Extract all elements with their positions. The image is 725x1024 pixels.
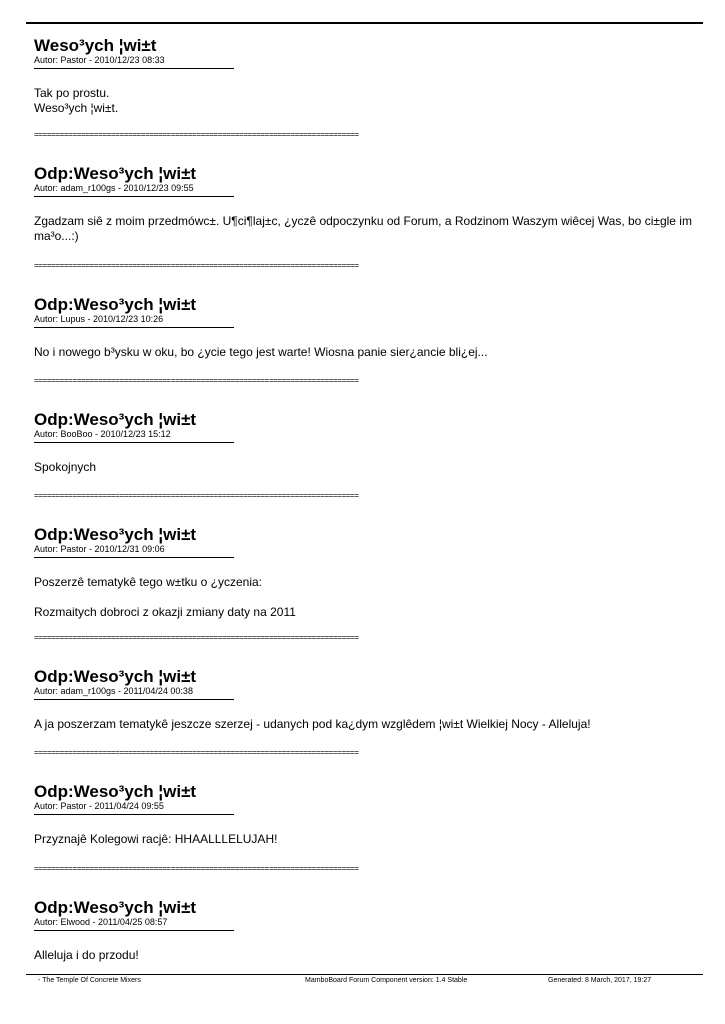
footer-generated-date: Generated: 8 March, 2017, 19:27 xyxy=(548,977,652,984)
post-author-date: Autor: Lupus - 2010/12/23 10:26 xyxy=(34,314,164,324)
post-author-date: Autor: adam_r100gs - 2011/04/24 00:38 xyxy=(34,686,193,696)
title-divider xyxy=(34,196,234,197)
title-divider xyxy=(34,814,234,815)
post-body xyxy=(34,575,694,620)
post-separator: ============================================================================ xyxy=(34,491,359,500)
post-body-line: Przyznajê Kolegowi racjê: HHAALLLELUJAH! xyxy=(34,832,278,846)
post-separator: ============================================================================ xyxy=(34,864,359,873)
post-title: Odp:Weso³ych ¦wi±t xyxy=(34,898,197,917)
post-author-date: Autor: Pastor - 2010/12/23 08:33 xyxy=(34,55,165,65)
forum-post xyxy=(34,296,694,360)
forum-post xyxy=(34,526,694,620)
post-title: Odp:Weso³ych ¦wi±t xyxy=(34,525,197,544)
post-separator: ============================================================================ xyxy=(34,130,359,139)
post-body xyxy=(34,345,694,360)
post-body xyxy=(34,86,694,116)
post-body-line: Alleluja i do przodu! xyxy=(34,948,139,962)
post-body-line: Spokojnych xyxy=(34,460,97,474)
post-title: Odp:Weso³ych ¦wi±t xyxy=(34,667,197,686)
top-rule xyxy=(26,22,703,24)
footer-site-name: - The Temple Of Concrete Mixers xyxy=(38,977,141,984)
post-separator: ============================================================================ xyxy=(34,633,359,642)
post-body xyxy=(34,214,694,244)
post-title: Odp:Weso³ych ¦wi±t xyxy=(34,782,197,801)
post-body-line xyxy=(34,590,694,605)
post-author-date: Autor: Pastor - 2011/04/24 09:55 xyxy=(34,801,164,811)
forum-post xyxy=(34,37,694,116)
post-body-line: Weso³ych ¦wi±t. xyxy=(34,101,119,115)
post-body xyxy=(34,832,694,847)
title-divider xyxy=(34,442,234,443)
title-divider xyxy=(34,68,234,69)
post-body-line: Tak po prostu. xyxy=(34,86,110,100)
post-title: Odp:Weso³ych ¦wi±t xyxy=(34,410,197,429)
post-body-line: Poszerzê tematykê tego w±tku o ¿yczenia: xyxy=(34,575,263,589)
post-separator: ============================================================================ xyxy=(34,261,359,270)
post-author-date: Autor: BooBoo - 2010/12/23 15:12 xyxy=(34,429,171,439)
post-author-date: Autor: adam_r100gs - 2010/12/23 09:55 xyxy=(34,183,194,193)
forum-post xyxy=(34,899,694,963)
title-divider xyxy=(34,699,234,700)
title-divider xyxy=(34,930,234,931)
forum-post xyxy=(34,783,694,847)
post-body-line: Rozmaitych dobroci z okazji zmiany daty na 2011 xyxy=(34,605,296,619)
forum-post xyxy=(34,411,694,475)
footer-rule xyxy=(26,974,703,975)
post-author-date: Autor: Elwood - 2011/04/25 08:57 xyxy=(34,917,168,927)
forum-post xyxy=(34,668,694,732)
post-separator: ============================================================================ xyxy=(34,748,359,757)
footer-component-version: MamboBoard Forum Component version: 1.4 Stable xyxy=(305,977,468,984)
post-author-date: Autor: Pastor - 2010/12/31 09:06 xyxy=(34,544,165,554)
post-body-line: A ja poszerzam tematykê jeszcze szerzej - udanych pod ka¿dym wzglêdem ¦wi±t Wielkiej Nocy - Alleluja! xyxy=(34,717,591,731)
post-title: Weso³ych ¦wi±t xyxy=(34,36,157,55)
post-body-line: No i nowego b³ysku w oku, bo ¿ycie tego jest warte! Wiosna panie sier¿ancie bli¿ej... xyxy=(34,345,488,359)
title-divider xyxy=(34,557,234,558)
post-body xyxy=(34,948,694,963)
post-body-line: Zgadzam siê z moim przedmówc±. U¶ci¶laj±c, ¿yczê odpoczynku od Forum, a Rodzinom Waszym wiêcej Was, bo ci±gle im ma³o...:) xyxy=(34,214,692,243)
post-title: Odp:Weso³ych ¦wi±t xyxy=(34,295,197,314)
post-separator: ============================================================================ xyxy=(34,376,359,385)
post-body xyxy=(34,460,694,475)
post-body xyxy=(34,717,694,732)
title-divider xyxy=(34,327,234,328)
forum-post xyxy=(34,165,694,244)
post-title: Odp:Weso³ych ¦wi±t xyxy=(34,164,197,183)
